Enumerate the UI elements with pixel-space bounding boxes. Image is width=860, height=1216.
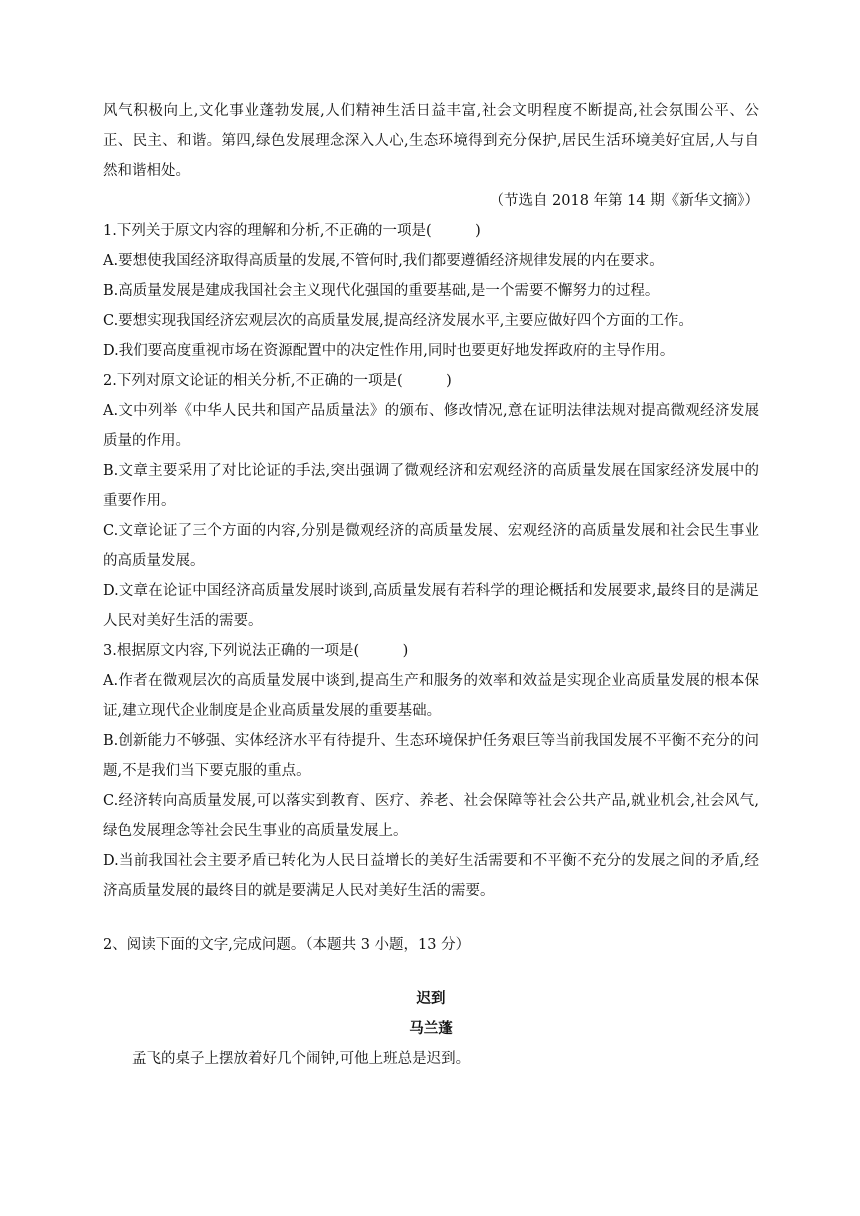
section-2-heading: 2、阅读下面的文字,完成问题。（本题共 3 小题，13 分）: [103, 937, 471, 953]
option-b: B.创新能力不够强、实体经济水平有待提升、生态环境保护任务艰巨等当前我国发展不平衡不充分的问题,不是我们当下要克服的重点。: [103, 733, 759, 779]
story-author: 马兰蓬: [409, 1020, 453, 1037]
intro-paragraph: 风气积极向上,文化事业蓬勃发展,人们精神生活日益丰富,社会文明程度不断提高,社会氛围公平、公正、民主、和谐。第四,绿色发展理念深入人心,生态环境得到充分保护,居民生活环境美好宜居,人与自然和谐相处。: [103, 103, 759, 179]
option-c: C.要想实现我国经济宏观层次的高质量发展,提高经济发展水平,主要应做好四个方面的工作。: [103, 313, 693, 329]
question-stem: 3.根据原文内容,下列说法正确的一项是( ): [103, 643, 409, 659]
question-3: [103, 636, 759, 906]
option-c: C.经济转向高质量发展,可以落实到教育、医疗、养老、社会保障等社会公共产品,就业机会,社会风气,绿色发展理念等社会民生事业的高质量发展上。: [103, 793, 759, 839]
option-b: B.高质量发展是建成我国社会主义现代化强国的重要基础,是一个需要不懈努力的过程。: [103, 283, 660, 299]
option-d: D.文章在论证中国经济高质量发展时谈到,高质量发展有若科学的理论概括和发展要求,最终目的是满足人民对美好生活的需要。: [103, 583, 759, 629]
option-a: A.作者在微观层次的高质量发展中谈到,提高生产和服务的效率和效益是实现企业高质量发展的根本保证,建立现代企业制度是企业高质量发展的重要基础。: [103, 673, 759, 719]
question-2: [103, 366, 759, 636]
story-first-line: 孟飞的桌子上摆放着好几个闹钟,可他上班总是迟到。: [132, 1051, 471, 1067]
question-stem: 2.下列对原文论证的相关分析,不正确的一项是( ): [103, 373, 452, 389]
story-title: 迟到: [416, 990, 446, 1007]
option-a: A.要想使我国经济取得高质量的发展,不管何时,我们都要遵循经济规律发展的内在要求。: [103, 253, 664, 269]
document-page: [103, 96, 759, 1074]
option-c: C.文章论证了三个方面的内容,分别是微观经济的高质量发展、宏观经济的高质量发展和社会民生事业的高质量发展。: [103, 523, 759, 569]
source-citation: （节选自 2018 年第 14 期《新华文摘》）: [489, 193, 759, 209]
option-d: D.当前我国社会主要矛盾已转化为人民日益增长的美好生活需要和不平衡不充分的发展之间的矛盾,经济高质量发展的最终目的就是要满足人民对美好生活的需要。: [103, 853, 759, 899]
option-d: D.我们要高度重视市场在资源配置中的决定性作用,同时也要更好地发挥政府的主导作用。: [103, 343, 675, 359]
question-1: [103, 216, 759, 366]
option-b: B.文章主要采用了对比论证的手法,突出强调了微观经济和宏观经济的高质量发展在国家经济发展中的重要作用。: [103, 463, 759, 509]
question-stem: 1.下列关于原文内容的理解和分析,不正确的一项是( ): [103, 223, 481, 239]
option-a: A.文中列举《中华人民共和国产品质量法》的颁布、修改情况,意在证明法律法规对提高微观经济发展质量的作用。: [103, 403, 759, 449]
